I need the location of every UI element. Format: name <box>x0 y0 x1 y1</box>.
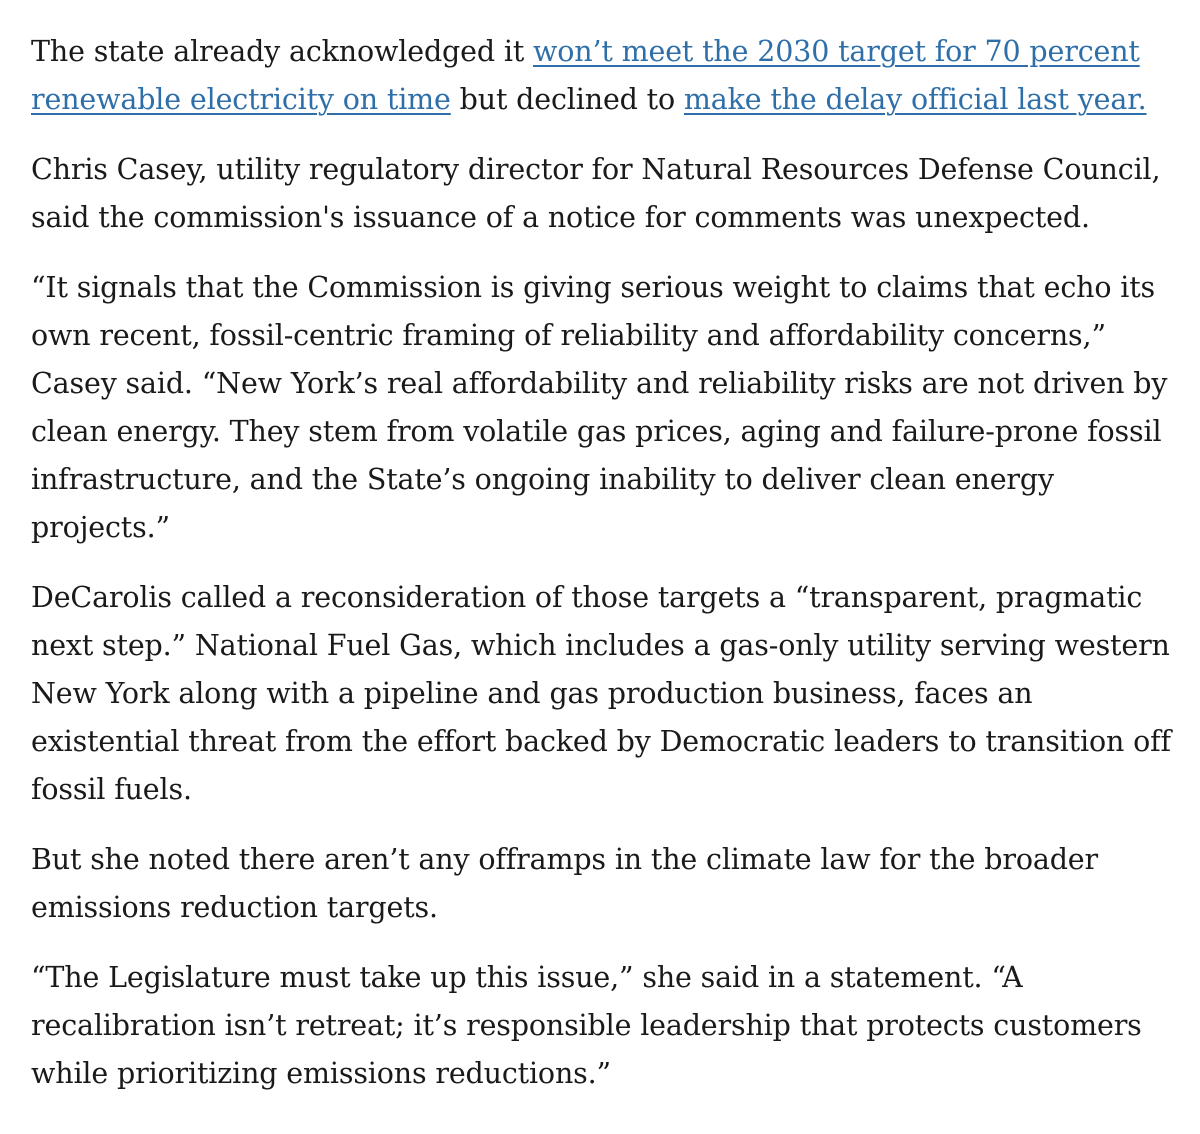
paragraph-legislature-quote: “The Legislature must take up this issue,” she said in a statement. “A recalibration isn’t retreat; it’s responsible leadership that protects customers while prioritizing emissions reductions.” <box>31 961 1142 1090</box>
paragraph-offramps: But she noted there aren’t any offramps in the climate law for the broader emissions reduction targets. <box>31 843 1099 924</box>
delay-official-link[interactable]: make the delay official last year. <box>683 83 1147 116</box>
paragraph-lead-text: The state already acknowledged it <box>31 35 534 68</box>
paragraph-casey-intro: Chris Casey, utility regulatory director for Natural Resources Defense Council, said the commission's issuance of a notice for comments was unexpected. <box>31 153 1161 234</box>
paragraph-casey-quote: “It signals that the Commission is giving serious weight to claims that echo its own recent, fossil-centric framing of reliability and affordability concerns,” Casey said. “New York’s real affordability and reliability risks are not driven by clean energy. They stem from volatile gas prices, aging and failure-prone fossil infrastructure, and the State’s ongoing inability to deliver clean energy projects.” <box>31 271 1168 544</box>
article-body <box>31 28 1176 1120</box>
paragraph-renewable-target <box>31 28 1176 124</box>
renewable-target-link[interactable]: won’t meet the 2030 target for 70 percent renewable electricity on time <box>31 35 1140 116</box>
paragraph-middle-text: but declined to <box>450 83 684 116</box>
paragraph-decarolis: DeCarolis called a reconsideration of those targets a “transparent, pragmatic next step.” National Fuel Gas, which includes a gas-only utility serving western New York along with a pipeline and gas production business, faces an existential threat from the effort backed by Democratic leaders to transition off fossil fuels. <box>31 581 1171 806</box>
